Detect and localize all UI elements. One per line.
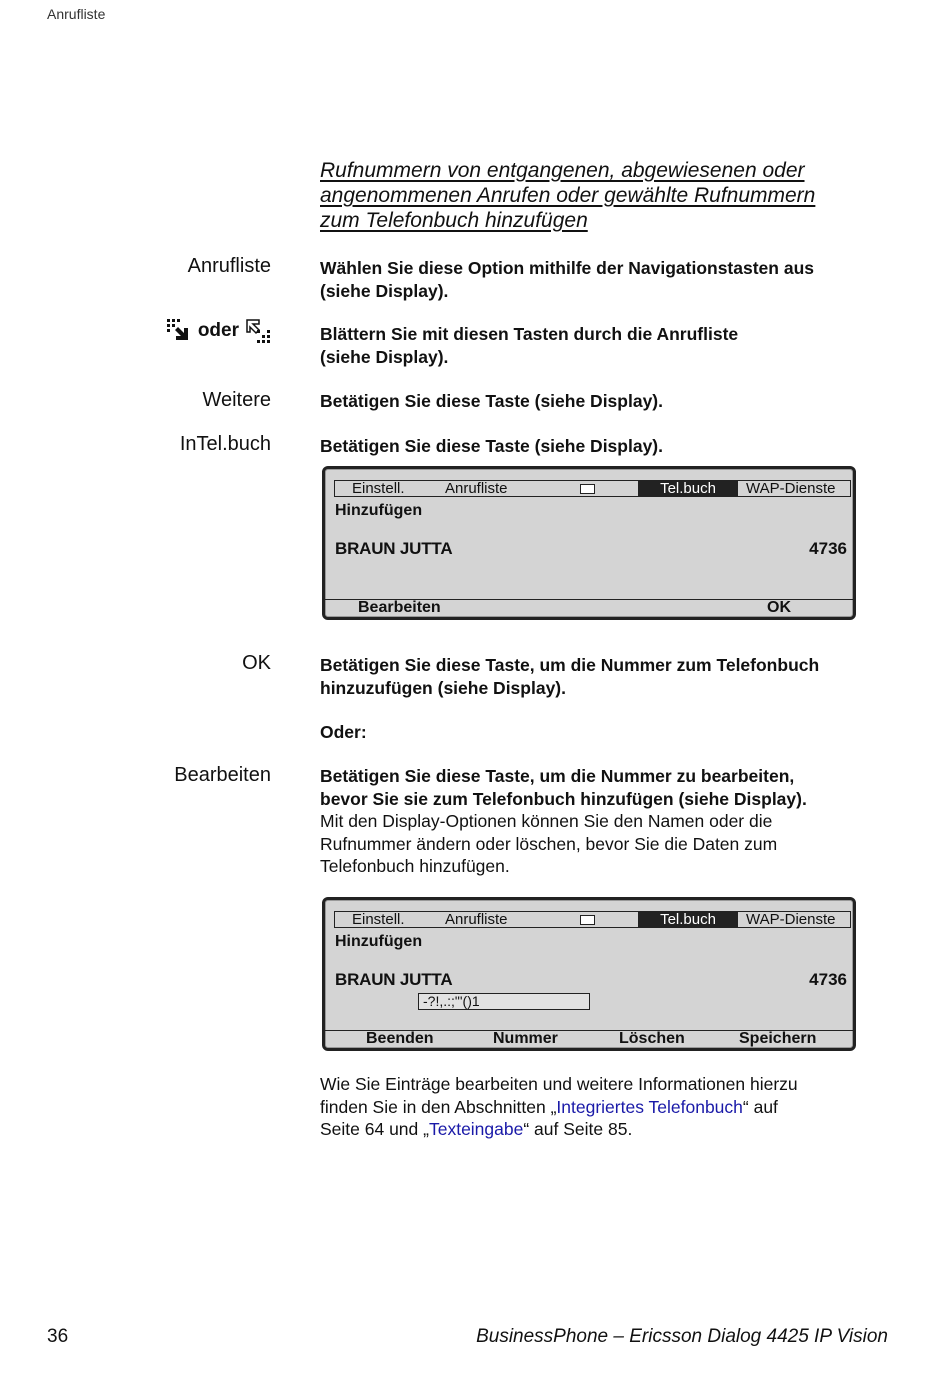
title-line-2: angenommenen Anrufen oder gewählte Rufnummern (320, 184, 816, 207)
display-tab-bar (334, 480, 851, 497)
softkey-speichern: Speichern (739, 1030, 817, 1047)
step-text-line: hinzuzufügen (siehe Display). (320, 677, 566, 698)
running-header: Anrufliste (47, 6, 106, 22)
softkey-bearbeiten: Bearbeiten (358, 599, 441, 616)
phone-display-edit (322, 897, 856, 1051)
tab-wap-dienste: WAP-Dienste (746, 480, 836, 497)
step-text-line: Mit den Display-Optionen können Sie den Namen oder die (320, 811, 773, 831)
title-line-3: zum Telefonbuch hinzufügen (320, 209, 588, 232)
contact-number: 4736 (809, 970, 847, 989)
display-tab-bar (334, 911, 851, 928)
step-text-weitere (320, 390, 895, 413)
character-input-box: -?!,.:;"'()1 (418, 993, 590, 1010)
softkey-ok: OK (767, 599, 791, 616)
link-texteingabe[interactable]: Texteingabe (428, 1119, 524, 1139)
step-label-anrufliste: Anrufliste (187, 255, 271, 277)
nav-up-key-icon (245, 318, 271, 344)
step-text-line: Betätigen Sie diese Taste (siehe Display). (320, 391, 663, 411)
contact-number: 4736 (809, 539, 847, 558)
title-line-1: Rufnummern von entgangenen, abgewiesenen oder (320, 159, 805, 182)
step-label-bearbeiten: Bearbeiten (174, 764, 271, 786)
nav-keys-label (166, 318, 271, 344)
note-text: “ auf (742, 1096, 778, 1117)
oder-label: Oder: (320, 722, 367, 742)
step-text-line: (siehe Display). (320, 280, 449, 301)
tab-einstell: Einstell. (352, 480, 405, 497)
softkey-nummer: Nummer (493, 1030, 558, 1047)
tab-telbuch: Tel.buch (638, 481, 738, 496)
oder-separator (320, 721, 895, 744)
contact-name: BRAUN JUTTA (335, 970, 453, 989)
step-label-ok: OK (242, 652, 271, 674)
tab-wap-dienste: WAP-Dienste (746, 911, 836, 928)
contact-name: BRAUN JUTTA (335, 539, 453, 558)
product-name: BusinessPhone – Ericsson Dialog 4425 IP Vision (476, 1326, 888, 1347)
page-number: 36 (47, 1326, 69, 1347)
display-title: Hinzufügen (335, 502, 423, 519)
tab-anrufliste: Anrufliste (445, 911, 508, 928)
step-label-weitere: Weitere (202, 389, 271, 411)
note-text: “ auf Seite 85. (523, 1119, 633, 1139)
step-text-intelbuch (320, 435, 895, 458)
note-line-1: Wie Sie Einträge bearbeiten und weitere Informationen hierzu (320, 1074, 798, 1094)
step-text-line: (siehe Display). (320, 346, 449, 367)
step-text-ok (320, 654, 895, 699)
step-text-scroll (320, 323, 895, 368)
link-integriertes-telefonbuch[interactable]: Integriertes Telefonbuch (556, 1096, 743, 1117)
step-text-bearbeiten (320, 765, 895, 878)
step-text-line: bevor Sie sie zum Telefonbuch hinzufügen (siehe Display). (320, 788, 807, 809)
tab-einstell: Einstell. (352, 911, 405, 928)
reference-note (320, 1073, 895, 1141)
step-text-line: Rufnummer ändern oder löschen, bevor Sie die Daten zum (320, 833, 778, 854)
step-text-line: Betätigen Sie diese Taste, um die Nummer zu bearbeiten, (320, 766, 795, 786)
step-text-line: Betätigen Sie diese Taste (siehe Display). (320, 436, 663, 456)
step-text-anrufliste (320, 257, 895, 302)
phone-display-add (322, 466, 856, 620)
step-label-intelbuch: InTel.buch (179, 433, 271, 455)
tab-telbuch: Tel.buch (638, 912, 738, 927)
softkey-loeschen: Löschen (619, 1030, 685, 1047)
oder-text: oder (197, 320, 239, 341)
message-envelope-icon (580, 915, 595, 925)
note-text: Seite 64 und „ (320, 1119, 429, 1139)
message-envelope-icon (580, 484, 595, 494)
nav-down-key-icon (166, 318, 192, 344)
section-title (320, 158, 880, 233)
tab-anrufliste: Anrufliste (445, 480, 508, 497)
display-title: Hinzufügen (335, 933, 423, 950)
step-text-line: Betätigen Sie diese Taste, um die Nummer zum Telefonbuch (320, 655, 820, 675)
step-text-line: Telefonbuch hinzufügen. (320, 856, 510, 876)
softkey-beenden: Beenden (366, 1030, 434, 1047)
note-text: finden Sie in den Abschnitten „ (320, 1096, 557, 1117)
step-text-line: Blättern Sie mit diesen Tasten durch die Anrufliste (320, 324, 739, 344)
step-text-line: Wählen Sie diese Option mithilfe der Navigationstasten aus (320, 258, 814, 278)
